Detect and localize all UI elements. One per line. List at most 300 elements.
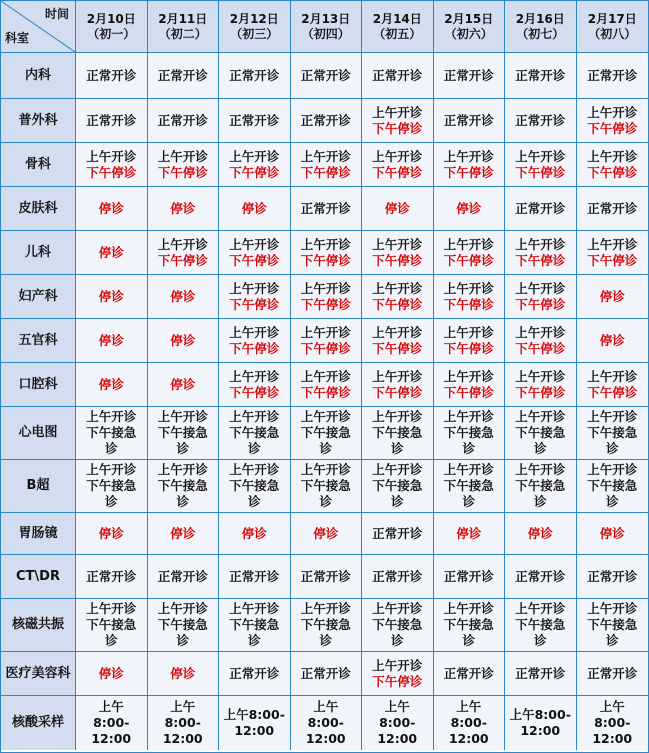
department-name: 内科: [1, 53, 76, 99]
status-text: 下午接急: [300, 425, 351, 440]
status-text: 正常开诊: [300, 112, 351, 128]
closed-status-text: 停诊: [456, 525, 482, 541]
schedule-cell: [505, 275, 577, 319]
status-text: 8:00-: [164, 715, 201, 730]
schedule-cell: [291, 187, 363, 231]
status-text: 8:00-: [594, 715, 631, 730]
closed-status-text: 下午停诊: [515, 296, 566, 312]
status-text: 12:00: [91, 731, 132, 746]
status-text: 正常开诊: [157, 67, 208, 83]
closed-status-text: 下午停诊: [372, 120, 423, 136]
table-corner-header: [1, 1, 76, 53]
status-text: 上午开诊: [229, 148, 280, 164]
status-text: 上午开诊: [86, 409, 137, 424]
closed-status-text: 停诊: [384, 200, 410, 216]
schedule-cell: [291, 143, 363, 187]
status-text: 正常开诊: [229, 665, 280, 681]
closed-status-text: 停诊: [599, 288, 625, 304]
status-text: 正常开诊: [587, 67, 638, 83]
schedule-cell: [219, 187, 291, 231]
schedule-cell: [577, 696, 649, 750]
schedule-cell: [362, 407, 434, 460]
schedule-cell: [219, 231, 291, 275]
status-text: 上午: [599, 699, 625, 714]
status-text: 上午: [456, 699, 482, 714]
status-text: 正常开诊: [300, 568, 351, 584]
date-header: [434, 1, 506, 53]
status-text: 下午接急: [372, 617, 423, 632]
schedule-cell: [362, 319, 434, 363]
closed-status-text: 停诊: [170, 332, 196, 348]
schedule-cell: [577, 363, 649, 407]
status-text: 下午接急: [372, 478, 423, 493]
closed-status-text: 下午停诊: [300, 252, 351, 268]
lunar-date-label: （初三）: [230, 26, 279, 41]
schedule-cell: [505, 652, 577, 696]
closed-status-text: 下午停诊: [157, 252, 208, 268]
schedule-cell: [434, 99, 506, 143]
schedule-cell: [291, 599, 363, 652]
status-text: 诊: [176, 633, 189, 648]
schedule-cell: [577, 143, 649, 187]
status-text: 上午开诊: [515, 148, 566, 164]
schedule-cell: [362, 187, 434, 231]
status-text: 上午开诊: [443, 148, 494, 164]
schedule-cell: [362, 99, 434, 143]
status-text: 正常开诊: [229, 112, 280, 128]
schedule-cell: [76, 599, 148, 652]
date-header: [291, 1, 363, 53]
status-text: 上午开诊: [587, 368, 638, 384]
date-header: [76, 1, 148, 53]
schedule-cell: [505, 99, 577, 143]
status-text: 上午开诊: [372, 280, 423, 296]
closed-status-text: 下午停诊: [587, 252, 638, 268]
status-text: 上午开诊: [372, 368, 423, 384]
status-text: 下午接急: [300, 617, 351, 632]
schedule-cell: [219, 53, 291, 99]
status-text: 正常开诊: [515, 67, 566, 83]
date-header: [362, 1, 434, 53]
closed-status-text: 停诊: [599, 332, 625, 348]
schedule-cell: [577, 555, 649, 599]
closed-status-text: 停诊: [98, 288, 124, 304]
schedule-cell: [362, 363, 434, 407]
schedule-cell: [362, 231, 434, 275]
schedule-cell: [148, 599, 220, 652]
status-text: 上午开诊: [229, 368, 280, 384]
schedule-cell: [434, 555, 506, 599]
status-text: 正常开诊: [86, 67, 137, 83]
date-label: 2月15日: [444, 11, 494, 26]
status-text: 正常开诊: [86, 568, 137, 584]
department-name: 口腔科: [1, 363, 76, 407]
status-text: 12:00: [592, 731, 633, 746]
status-text: 上午开诊: [157, 148, 208, 164]
status-text: 上午开诊: [300, 148, 351, 164]
status-text: 上午开诊: [86, 601, 137, 616]
closed-status-text: 下午停诊: [515, 164, 566, 180]
date-label: 2月16日: [515, 11, 565, 26]
status-text: 诊: [247, 441, 261, 456]
status-text: 下午接急: [300, 478, 351, 493]
schedule-cell: [505, 513, 577, 555]
closed-status-text: 停诊: [170, 288, 196, 304]
status-text: 上午开诊: [372, 409, 423, 424]
status-text: 上午开诊: [300, 462, 351, 477]
schedule-cell: [219, 460, 291, 513]
schedule-cell: [434, 319, 506, 363]
closed-status-text: 停诊: [170, 525, 196, 541]
closed-status-text: 下午停诊: [443, 164, 494, 180]
status-text: 上午开诊: [300, 601, 351, 616]
schedule-cell: [76, 363, 148, 407]
schedule-cell: [577, 99, 649, 143]
closed-status-text: 停诊: [98, 244, 124, 260]
status-text: 上午开诊: [515, 324, 566, 340]
schedule-cell: [362, 275, 434, 319]
status-text: 上午: [170, 699, 196, 714]
status-text: 上午: [384, 699, 410, 714]
closed-status-text: 下午停诊: [229, 340, 280, 356]
closed-status-text: 停诊: [527, 525, 553, 541]
department-name: 心电图: [1, 407, 76, 460]
lunar-date-label: （初一）: [87, 26, 136, 41]
schedule-cell: [76, 460, 148, 513]
schedule-cell: [291, 231, 363, 275]
closed-status-text: 下午停诊: [229, 384, 280, 400]
date-header: [148, 1, 220, 53]
status-text: 正常开诊: [86, 112, 137, 128]
schedule-cell: [434, 460, 506, 513]
closed-status-text: 停诊: [241, 525, 267, 541]
status-text: 8:00-: [307, 715, 344, 730]
status-text: 下午接急: [515, 425, 566, 440]
schedule-cell: [577, 187, 649, 231]
schedule-cell: [505, 53, 577, 99]
status-text: 下午接急: [587, 478, 638, 493]
date-label: 2月17日: [587, 11, 637, 26]
status-text: 上午开诊: [587, 148, 638, 164]
status-text: 正常开诊: [372, 568, 423, 584]
schedule-cell: [291, 555, 363, 599]
status-text: 诊: [390, 633, 404, 648]
schedule-cell: [219, 513, 291, 555]
status-text: 上午开诊: [229, 324, 280, 340]
closed-status-text: 下午停诊: [372, 252, 423, 268]
date-label: 2月13日: [301, 11, 351, 26]
closed-status-text: 停诊: [170, 665, 196, 681]
schedule-cell: [577, 513, 649, 555]
closed-status-text: 下午停诊: [515, 340, 566, 356]
status-text: 诊: [390, 441, 404, 456]
schedule-cell: [76, 275, 148, 319]
schedule-cell: [219, 407, 291, 460]
department-name: 普外科: [1, 99, 76, 143]
schedule-cell: [291, 275, 363, 319]
date-header: [505, 1, 577, 53]
lunar-date-label: （初七）: [516, 26, 565, 41]
department-name: CT\DR: [1, 555, 76, 599]
schedule-cell: [577, 599, 649, 652]
status-text: 下午接急: [157, 425, 208, 440]
department-name: 骨科: [1, 143, 76, 187]
schedule-cell: [434, 407, 506, 460]
date-label: 2月12日: [229, 11, 279, 26]
status-text: 上午开诊: [372, 462, 423, 477]
status-text: 上午开诊: [587, 462, 638, 477]
schedule-cell: [219, 319, 291, 363]
schedule-cell: [148, 53, 220, 99]
status-text: 下午接急: [229, 478, 280, 493]
status-text: 上午开诊: [372, 324, 423, 340]
status-text: 正常开诊: [587, 200, 638, 216]
date-header: [577, 1, 649, 53]
schedule-cell: [291, 53, 363, 99]
status-text: 上午开诊: [300, 236, 351, 252]
schedule-cell: [76, 143, 148, 187]
date-label: 2月10日: [86, 11, 136, 26]
schedule-cell: [291, 652, 363, 696]
schedule-cell: [148, 143, 220, 187]
schedule-cell: [362, 652, 434, 696]
status-text: 诊: [104, 441, 118, 456]
status-text: 上午开诊: [229, 236, 280, 252]
status-text: 正常开诊: [157, 568, 208, 584]
status-text: 正常开诊: [515, 568, 566, 584]
schedule-cell: [434, 143, 506, 187]
status-text: 诊: [533, 441, 547, 456]
status-text: 下午接急: [443, 478, 494, 493]
lunar-date-label: （初二）: [158, 26, 207, 41]
status-text: 正常开诊: [157, 112, 208, 128]
closed-status-text: 下午停诊: [229, 296, 280, 312]
closed-status-text: 下午停诊: [157, 164, 208, 180]
schedule-cell: [577, 319, 649, 363]
schedule-cell: [362, 599, 434, 652]
status-text: 正常开诊: [443, 67, 494, 83]
status-text: 上午开诊: [515, 236, 566, 252]
schedule-cell: [219, 696, 291, 750]
closed-status-text: 下午停诊: [443, 384, 494, 400]
status-text: 下午接急: [587, 425, 638, 440]
closed-status-text: 下午停诊: [372, 164, 423, 180]
status-text: 下午接急: [86, 425, 137, 440]
status-text: 诊: [176, 441, 189, 456]
schedule-cell: [505, 231, 577, 275]
status-text: 正常开诊: [443, 665, 494, 681]
schedule-cell: [434, 187, 506, 231]
status-text: 正常开诊: [372, 67, 423, 83]
status-text: 诊: [319, 494, 332, 509]
schedule-cell: [76, 555, 148, 599]
schedule-cell: [505, 599, 577, 652]
schedule-cell: [577, 53, 649, 99]
status-text: 上午开诊: [372, 148, 423, 164]
schedule-cell: [148, 363, 220, 407]
status-text: 上午开诊: [443, 462, 494, 477]
closed-status-text: 下午停诊: [515, 252, 566, 268]
lunar-date-label: （初八）: [588, 26, 637, 41]
status-text: 正常开诊: [443, 568, 494, 584]
status-text: 诊: [104, 633, 118, 648]
status-text: 正常开诊: [587, 665, 638, 681]
status-text: 12:00: [234, 723, 275, 738]
schedule-cell: [434, 231, 506, 275]
status-text: 诊: [605, 494, 619, 509]
status-text: 下午接急: [515, 478, 566, 493]
closed-status-text: 下午停诊: [515, 384, 566, 400]
corner-label-department: 科室: [5, 31, 30, 45]
status-text: 上午: [313, 699, 339, 714]
schedule-cell: [148, 513, 220, 555]
schedule-cell: [148, 99, 220, 143]
status-text: 上午开诊: [300, 280, 351, 296]
status-text: 上午开诊: [587, 236, 638, 252]
schedule-cell: [434, 275, 506, 319]
schedule-cell: [434, 363, 506, 407]
schedule-cell: [219, 275, 291, 319]
schedule-cell: [291, 363, 363, 407]
schedule-cell: [577, 460, 649, 513]
status-text: 下午接急: [86, 478, 137, 493]
status-text: 上午开诊: [229, 409, 280, 424]
schedule-cell: [505, 143, 577, 187]
schedule-cell: [148, 407, 220, 460]
status-text: 上午开诊: [300, 409, 351, 424]
schedule-cell: [577, 231, 649, 275]
status-text: 下午接急: [229, 617, 280, 632]
status-text: 正常开诊: [515, 200, 566, 216]
schedule-cell: [148, 555, 220, 599]
closed-status-text: 停诊: [599, 525, 625, 541]
schedule-cell: [148, 319, 220, 363]
status-text: 上午开诊: [86, 462, 137, 477]
closed-status-text: 停诊: [241, 200, 267, 216]
status-text: 上午开诊: [300, 368, 351, 384]
closed-status-text: 停诊: [98, 200, 124, 216]
closed-status-text: 下午停诊: [300, 164, 351, 180]
closed-status-text: 停诊: [98, 332, 124, 348]
closed-status-text: 下午停诊: [372, 384, 423, 400]
schedule-cell: [76, 187, 148, 231]
schedule-cell: [434, 513, 506, 555]
schedule-cell: [148, 696, 220, 750]
department-name: B超: [1, 460, 76, 513]
schedule-cell: [577, 275, 649, 319]
schedule-cell: [219, 143, 291, 187]
status-text: 上午开诊: [515, 601, 566, 616]
status-text: 正常开诊: [515, 665, 566, 681]
status-text: 正常开诊: [443, 112, 494, 128]
schedule-cell: [76, 231, 148, 275]
status-text: 诊: [176, 494, 189, 509]
status-text: 下午接急: [157, 617, 208, 632]
department-name: 妇产科: [1, 275, 76, 319]
status-text: 上午开诊: [372, 104, 423, 120]
closed-status-text: 停诊: [98, 665, 124, 681]
closed-status-text: 下午停诊: [443, 252, 494, 268]
status-text: 正常开诊: [515, 112, 566, 128]
status-text: 8:00-: [450, 715, 487, 730]
status-text: 上午开诊: [229, 462, 280, 477]
status-text: 上午开诊: [443, 368, 494, 384]
schedule-cell: [434, 599, 506, 652]
status-text: 上午8:00-: [509, 707, 571, 722]
schedule-cell: [76, 696, 148, 750]
status-text: 诊: [533, 494, 547, 509]
status-text: 诊: [462, 494, 475, 509]
department-name: 核酸采样: [1, 696, 76, 750]
status-text: 诊: [247, 494, 261, 509]
schedule-cell: [362, 513, 434, 555]
status-text: 8:00-: [379, 715, 416, 730]
status-text: 上午开诊: [157, 409, 208, 424]
closed-status-text: 下午停诊: [372, 340, 423, 356]
status-text: 下午接急: [443, 617, 494, 632]
status-text: 上午开诊: [587, 601, 638, 616]
status-text: 正常开诊: [300, 67, 351, 83]
schedule-cell: [76, 319, 148, 363]
schedule-cell: [434, 652, 506, 696]
closed-status-text: 停诊: [170, 200, 196, 216]
schedule-cell: [76, 53, 148, 99]
status-text: 上午开诊: [515, 368, 566, 384]
status-text: 上午开诊: [443, 601, 494, 616]
schedule-cell: [76, 652, 148, 696]
closed-status-text: 下午停诊: [587, 164, 638, 180]
status-text: 上午开诊: [372, 236, 423, 252]
schedule-cell: [362, 53, 434, 99]
status-text: 下午接急: [587, 617, 638, 632]
status-text: 上午开诊: [587, 104, 638, 120]
lunar-date-label: （初五）: [373, 26, 422, 41]
schedule-cell: [219, 363, 291, 407]
status-text: 12:00: [520, 723, 561, 738]
status-text: 正常开诊: [587, 568, 638, 584]
status-text: 上午开诊: [443, 280, 494, 296]
status-text: 正常开诊: [300, 200, 351, 216]
schedule-cell: [219, 652, 291, 696]
schedule-cell: [76, 513, 148, 555]
status-text: 诊: [319, 633, 332, 648]
schedule-cell: [219, 555, 291, 599]
schedule-cell: [219, 99, 291, 143]
schedule-cell: [291, 407, 363, 460]
status-text: 12:00: [305, 731, 346, 746]
status-text: 上午: [98, 699, 124, 714]
closed-status-text: 下午停诊: [587, 120, 638, 136]
status-text: 诊: [390, 494, 404, 509]
schedule-cell: [505, 460, 577, 513]
lunar-date-label: （初四）: [301, 26, 350, 41]
schedule-cell: [291, 696, 363, 750]
schedule-cell: [148, 460, 220, 513]
department-name: 儿科: [1, 231, 76, 275]
closed-status-text: 停诊: [98, 376, 124, 392]
status-text: 诊: [605, 633, 619, 648]
status-text: 上午开诊: [515, 462, 566, 477]
status-text: 诊: [319, 441, 332, 456]
status-text: 上午开诊: [300, 324, 351, 340]
date-header: [219, 1, 291, 53]
status-text: 上午开诊: [515, 280, 566, 296]
status-text: 上午开诊: [443, 409, 494, 424]
status-text: 上午开诊: [229, 601, 280, 616]
status-text: 上午开诊: [157, 601, 208, 616]
status-text: 下午接急: [157, 478, 208, 493]
schedule-cell: [505, 696, 577, 750]
